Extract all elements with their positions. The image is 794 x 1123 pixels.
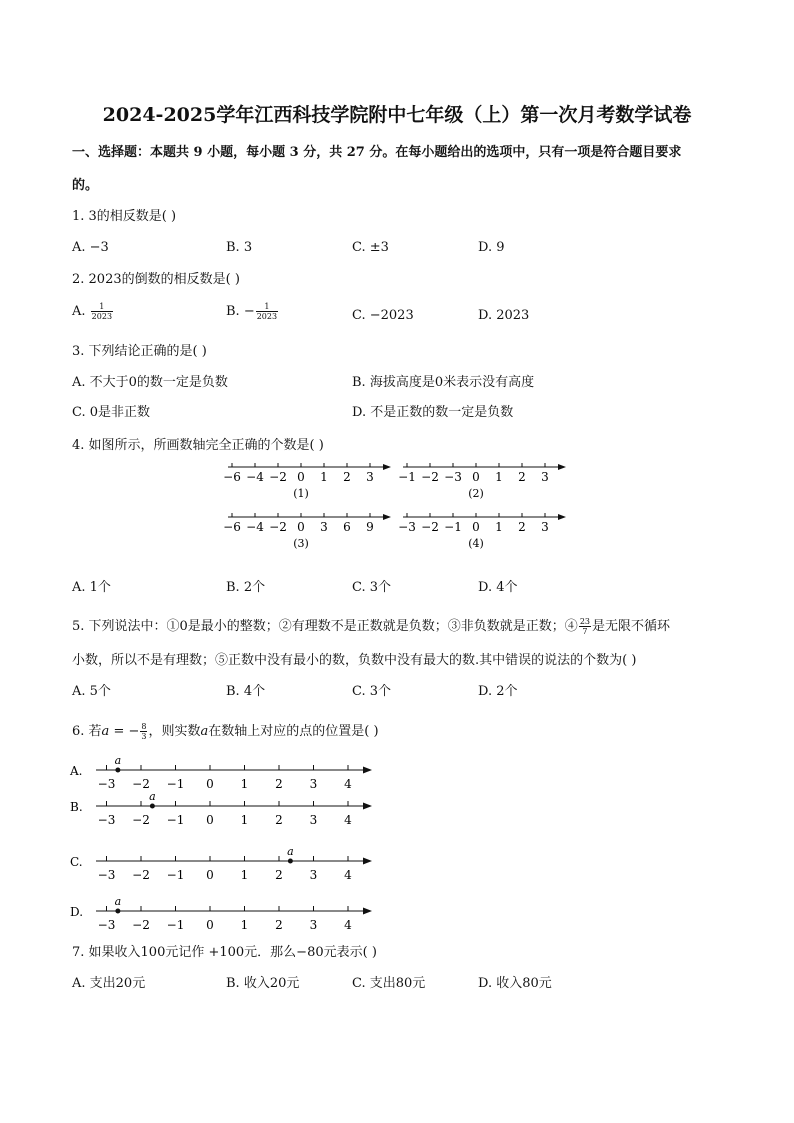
- axis-tick-label: 4: [344, 813, 352, 827]
- axis-tick-label: 4: [344, 868, 352, 882]
- axis-tick-label: −6: [223, 520, 241, 534]
- q4-axis-4: [398, 513, 566, 550]
- q6-fraction: $\frac{8}{3}$: [141, 722, 147, 742]
- axis-tick-label: −1: [166, 777, 185, 791]
- q2-option-b-fraction: $\frac{1}{2023}$: [256, 302, 278, 322]
- axis-tick-label: 1: [495, 470, 503, 484]
- axis-tick-label: −3: [444, 470, 462, 484]
- axis-arrow: [363, 858, 372, 865]
- q4-axis-2: [398, 463, 566, 500]
- q2-option-b[interactable]: [226, 302, 279, 321]
- q2-option-b-label: B. −: [226, 304, 255, 320]
- axis-tick-label: −3: [97, 777, 116, 791]
- axis-tick-label: 3: [309, 868, 318, 882]
- axis-tick-label: 0: [297, 470, 305, 484]
- q7-option-c[interactable]: C. 支出80元: [352, 976, 426, 991]
- axis-arrow: [558, 464, 566, 470]
- axis-tick-label: 2: [275, 868, 283, 882]
- q3-option-d[interactable]: D. 不是正数的数一定是负数: [352, 405, 514, 420]
- axis-tick-label: −2: [132, 777, 150, 791]
- axis-tick-label: 2: [343, 470, 351, 484]
- axis-arrow: [383, 464, 391, 470]
- q2-stem: 2. 2023的倒数的相反数是( ): [72, 272, 240, 287]
- axis-tick-label: 1: [495, 520, 503, 534]
- axis-tick-label: −2: [269, 520, 287, 534]
- page-title: 2024-2025学年江西科技学院附中七年级（上）第一次月考数学试卷: [102, 104, 692, 126]
- axis-tick-label: −2: [421, 470, 439, 484]
- axis-tick-label: 1: [320, 470, 328, 484]
- point-a-label: a: [114, 895, 122, 908]
- q7-stem: 7. 如果收入100元记作 +100元．那么−80元表示( ): [72, 945, 377, 960]
- axis-tick-label: 3: [366, 470, 374, 484]
- point-a-label: a: [149, 790, 156, 803]
- q7-option-d[interactable]: D. 收入80元: [478, 976, 552, 991]
- q3-option-a[interactable]: A. 不大于0的数一定是负数: [72, 375, 228, 390]
- axis-tick-label: 0: [297, 520, 305, 534]
- q4-axis-1: [223, 463, 391, 500]
- axis-tick-label: −1: [398, 470, 416, 484]
- option-label: A.: [70, 764, 83, 778]
- q7-option-b[interactable]: B. 收入20元: [226, 976, 300, 991]
- q2-option-a[interactable]: [72, 302, 114, 321]
- axis-tick-label: 3: [541, 520, 549, 534]
- point-a-label: a: [287, 845, 294, 858]
- q5-option-c[interactable]: C. 3个: [352, 684, 392, 699]
- q6-options-figure: [68, 748, 388, 938]
- q2-option-d[interactable]: D. 2023: [478, 308, 530, 323]
- q4-option-b[interactable]: B. 2个: [226, 580, 266, 595]
- axis-tick-label: −2: [132, 813, 150, 827]
- axis-tick-label: 3: [309, 813, 318, 827]
- option-label: B.: [70, 800, 83, 814]
- axis-tick-label: 0: [206, 918, 214, 932]
- axis-tick-label: 0: [206, 813, 214, 827]
- q4-option-c[interactable]: C. 3个: [352, 580, 392, 595]
- axis-tick-label: 2: [518, 520, 526, 534]
- section-heading-line2: 的。: [72, 178, 99, 193]
- option-label: C.: [70, 855, 83, 869]
- q1-option-a[interactable]: A. −3: [72, 240, 109, 255]
- axis-tick-label: 1: [240, 777, 249, 791]
- axis-arrow: [363, 803, 372, 810]
- q6-option-d: [70, 895, 372, 932]
- axis-tick-label: 0: [472, 520, 480, 534]
- point-a: [115, 768, 120, 773]
- point-a: [115, 909, 120, 914]
- axis-tick-label: −6: [223, 470, 241, 484]
- axis-tick-label: −4: [246, 470, 264, 484]
- axis-tick-label: 3: [309, 777, 318, 791]
- q6-stem: 6. 若a = − $\frac{8}{3}$ ，则实数a在数轴上对应的点的位置是( ): [72, 722, 379, 742]
- axis-caption: (2): [468, 487, 484, 500]
- axis-tick-label: 3: [309, 918, 318, 932]
- q3-option-c[interactable]: C. 0是非正数: [72, 405, 151, 420]
- q5-option-d[interactable]: D. 2个: [478, 684, 518, 699]
- q3-option-b[interactable]: B. 海拔高度是0米表示没有高度: [352, 375, 535, 390]
- q5-line2: 小数，所以不是有理数；⑤正数中没有最小的数，负数中没有最大的数.其中错误的说法的个数为( ): [72, 653, 637, 668]
- q2-option-c[interactable]: C. −2023: [352, 308, 414, 323]
- q4-number-axes-figure: [210, 455, 580, 550]
- q5-option-a[interactable]: A. 5个: [72, 684, 111, 699]
- axis-tick-label: 1: [240, 868, 249, 882]
- axis-tick-label: −3: [97, 868, 116, 882]
- axis-tick-label: −1: [444, 520, 462, 534]
- q3-stem: 3. 下列结论正确的是( ): [72, 344, 207, 359]
- axis-caption: (4): [468, 537, 484, 550]
- axis-tick-label: −3: [97, 918, 116, 932]
- axis-tick-label: −4: [246, 520, 264, 534]
- axis-arrow: [363, 908, 372, 915]
- q1-option-b[interactable]: B. 3: [226, 240, 253, 255]
- q6-option-c: [70, 845, 372, 882]
- axis-tick-label: −3: [398, 520, 416, 534]
- point-a-label: a: [114, 754, 122, 767]
- q4-stem: 4. 如图所示，所画数轴完全正确的个数是( ): [72, 438, 324, 453]
- q7-option-a[interactable]: A. 支出20元: [72, 976, 146, 991]
- q5-fraction: $\frac{23}{7}$: [579, 617, 590, 637]
- axis-tick-label: −3: [97, 813, 116, 827]
- axis-tick-label: 4: [344, 918, 352, 932]
- q1-option-c[interactable]: C. ±3: [352, 240, 389, 255]
- axis-tick-label: 3: [320, 520, 328, 534]
- axis-tick-label: 0: [206, 868, 214, 882]
- axis-tick-label: 2: [275, 918, 283, 932]
- q5-line1: 5. 下列说法中：①0是最小的整数；②有理数不是正数就是负数；③非负数就是正数；④ $\frac{23}{7}$ 是无限不循环: [72, 617, 671, 637]
- option-label: D.: [70, 905, 84, 919]
- axis-caption: (1): [293, 487, 309, 500]
- axis-tick-label: −2: [421, 520, 439, 534]
- q5-option-b[interactable]: B. 4个: [226, 684, 266, 699]
- axis-tick-label: 2: [518, 470, 526, 484]
- axis-tick-label: −1: [166, 868, 185, 882]
- axis-tick-label: 1: [240, 813, 249, 827]
- axis-arrow: [558, 514, 566, 520]
- axis-tick-label: 1: [240, 918, 249, 932]
- axis-tick-label: −2: [269, 470, 287, 484]
- axis-tick-label: 2: [275, 777, 283, 791]
- axis-arrow: [383, 514, 391, 520]
- axis-tick-label: 6: [343, 520, 351, 534]
- q4-option-a[interactable]: A. 1个: [72, 580, 111, 595]
- q2-option-a-fraction: $\frac{1}{2023}$: [91, 302, 113, 322]
- q6-option-b: [70, 790, 372, 827]
- axis-tick-label: 3: [541, 470, 549, 484]
- point-a: [150, 804, 155, 809]
- axis-tick-label: −2: [132, 868, 150, 882]
- axis-caption: (3): [293, 537, 309, 550]
- q6-option-a: [69, 754, 372, 791]
- q1-stem: 1. 3的相反数是( ): [72, 209, 177, 224]
- axis-tick-label: 0: [472, 470, 480, 484]
- section-heading-line1: 一、选择题：本题共 9 小题，每小题 3 分，共 27 分。在每小题给出的选项中，只有一项是符合题目要求: [72, 145, 682, 160]
- q4-axis-3: [223, 513, 391, 550]
- axis-tick-label: 0: [206, 777, 214, 791]
- axis-arrow: [363, 767, 372, 774]
- q4-option-d[interactable]: D. 4个: [478, 580, 518, 595]
- axis-tick-label: −2: [132, 918, 150, 932]
- point-a: [288, 859, 293, 864]
- q2-option-a-label: A.: [72, 304, 86, 320]
- axis-tick-label: 2: [275, 813, 283, 827]
- axis-tick-label: 9: [366, 520, 374, 534]
- axis-tick-label: 4: [344, 777, 352, 791]
- q1-option-d[interactable]: D. 9: [478, 240, 505, 255]
- axis-tick-label: −1: [166, 918, 185, 932]
- axis-tick-label: −1: [166, 813, 185, 827]
